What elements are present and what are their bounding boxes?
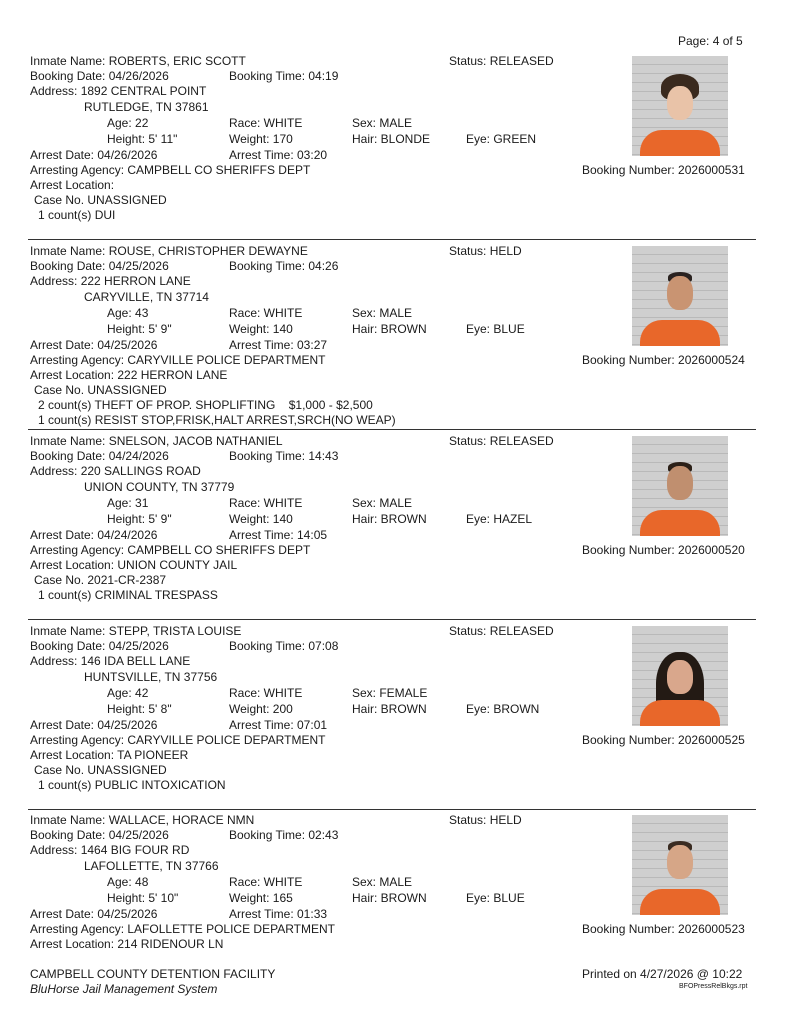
age: Age: 31 bbox=[107, 496, 149, 510]
address-line-1: Address: 222 HERRON LANE bbox=[30, 274, 191, 288]
arrest-time: Arrest Time: 01:33 bbox=[229, 907, 328, 921]
height: Height: 5' 10" bbox=[107, 891, 179, 905]
facility-name: CAMPBELL COUNTY DETENTION FACILITY bbox=[30, 967, 276, 981]
arrest-location: Arrest Location: 214 RIDENOUR LN bbox=[30, 937, 224, 951]
race: Race: WHITE bbox=[229, 686, 303, 700]
address-line-2: CARYVILLE, TN 37714 bbox=[84, 290, 209, 304]
booking-number: Booking Number: 2026000523 bbox=[582, 922, 745, 936]
charge-line: 1 count(s) RESIST STOP,FRISK,HALT ARREST,SRCH(NO WEAP) bbox=[38, 413, 396, 427]
booking-number: Booking Number: 2026000525 bbox=[582, 733, 745, 747]
arrest-location: Arrest Location: bbox=[30, 178, 115, 192]
arrest-location: Arrest Location: UNION COUNTY JAIL bbox=[30, 558, 238, 572]
mugshot-photo bbox=[632, 626, 728, 726]
sex: Sex: MALE bbox=[352, 306, 413, 320]
booking-date: Booking Date: 04/26/2026 bbox=[30, 69, 169, 83]
address-line-1: Address: 1892 CENTRAL POINT bbox=[30, 84, 207, 98]
case-number: Case No. UNASSIGNED bbox=[34, 193, 167, 207]
hair-color: Hair: BLONDE bbox=[352, 132, 431, 146]
case-number: Case No. UNASSIGNED bbox=[34, 763, 167, 777]
age: Age: 43 bbox=[107, 306, 149, 320]
arrest-location: Arrest Location: TA PIONEER bbox=[30, 748, 189, 762]
sex: Sex: MALE bbox=[352, 116, 413, 130]
arrest-time: Arrest Time: 03:27 bbox=[229, 338, 328, 352]
weight: Weight: 140 bbox=[229, 512, 293, 526]
status: Status: HELD bbox=[449, 813, 522, 827]
weight: Weight: 200 bbox=[229, 702, 293, 716]
status: Status: RELEASED bbox=[449, 434, 554, 448]
eye-color: Eye: BROWN bbox=[466, 702, 540, 716]
charge-line: 1 count(s) DUI bbox=[38, 208, 116, 222]
mugshot-photo bbox=[632, 436, 728, 536]
weight: Weight: 170 bbox=[229, 132, 293, 146]
record-separator bbox=[28, 239, 756, 240]
arrest-date: Arrest Date: 04/24/2026 bbox=[30, 528, 158, 542]
jumpsuit-icon bbox=[640, 130, 720, 156]
sex: Sex: MALE bbox=[352, 875, 413, 889]
address-line-2: HUNTSVILLE, TN 37756 bbox=[84, 670, 218, 684]
weight: Weight: 140 bbox=[229, 322, 293, 336]
inmate-name: Inmate Name: STEPP, TRISTA LOUISE bbox=[30, 624, 242, 638]
arresting-agency: Arresting Agency: CARYVILLE POLICE DEPARTMENT bbox=[30, 353, 326, 367]
eye-color: Eye: BLUE bbox=[466, 891, 525, 905]
page-number: Page: 4 of 5 bbox=[678, 34, 743, 48]
race: Race: WHITE bbox=[229, 875, 303, 889]
race: Race: WHITE bbox=[229, 496, 303, 510]
sex: Sex: FEMALE bbox=[352, 686, 428, 700]
address-line-2: UNION COUNTY, TN 37779 bbox=[84, 480, 235, 494]
charge-line: 1 count(s) PUBLIC INTOXICATION bbox=[38, 778, 226, 792]
charge-line: 1 count(s) CRIMINAL TRESPASS bbox=[38, 588, 218, 602]
booking-date: Booking Date: 04/25/2026 bbox=[30, 828, 169, 842]
arrest-date: Arrest Date: 04/26/2026 bbox=[30, 148, 158, 162]
weight: Weight: 165 bbox=[229, 891, 293, 905]
arrest-date: Arrest Date: 04/25/2026 bbox=[30, 718, 158, 732]
case-number: Case No. 2021-CR-2387 bbox=[34, 573, 167, 587]
system-name: BluHorse Jail Management System bbox=[30, 982, 218, 996]
booking-date: Booking Date: 04/25/2026 bbox=[30, 259, 169, 273]
hair-color: Hair: BROWN bbox=[352, 702, 427, 716]
arrest-time: Arrest Time: 14:05 bbox=[229, 528, 328, 542]
status: Status: RELEASED bbox=[449, 624, 554, 638]
age: Age: 48 bbox=[107, 875, 149, 889]
arrest-location: Arrest Location: 222 HERRON LANE bbox=[30, 368, 228, 382]
jumpsuit-icon bbox=[640, 320, 720, 346]
mugshot-photo bbox=[632, 56, 728, 156]
sex: Sex: MALE bbox=[352, 496, 413, 510]
arresting-agency: Arresting Agency: LAFOLLETTE POLICE DEPARTMENT bbox=[30, 922, 335, 936]
booking-number: Booking Number: 2026000524 bbox=[582, 353, 745, 367]
booking-number: Booking Number: 2026000531 bbox=[582, 163, 745, 177]
booking-time: Booking Time: 04:19 bbox=[229, 69, 339, 83]
address-line-2: RUTLEDGE, TN 37861 bbox=[84, 100, 209, 114]
age: Age: 42 bbox=[107, 686, 149, 700]
booking-date: Booking Date: 04/24/2026 bbox=[30, 449, 169, 463]
arresting-agency: Arresting Agency: CAMPBELL CO SHERIFFS DEPT bbox=[30, 163, 311, 177]
eye-color: Eye: HAZEL bbox=[466, 512, 533, 526]
jumpsuit-icon bbox=[640, 700, 720, 726]
race: Race: WHITE bbox=[229, 116, 303, 130]
face-icon bbox=[667, 86, 693, 120]
inmate-name: Inmate Name: ROBERTS, ERIC SCOTT bbox=[30, 54, 246, 68]
face-icon bbox=[667, 660, 693, 694]
height: Height: 5' 9" bbox=[107, 322, 172, 336]
face-icon bbox=[667, 276, 693, 310]
status: Status: HELD bbox=[449, 244, 522, 258]
address-line-1: Address: 146 IDA BELL LANE bbox=[30, 654, 191, 668]
face-icon bbox=[667, 845, 693, 879]
height: Height: 5' 9" bbox=[107, 512, 172, 526]
record-separator bbox=[28, 429, 756, 430]
booking-number: Booking Number: 2026000520 bbox=[582, 543, 745, 557]
address-line-2: LAFOLLETTE, TN 37766 bbox=[84, 859, 219, 873]
race: Race: WHITE bbox=[229, 306, 303, 320]
hair-color: Hair: BROWN bbox=[352, 322, 427, 336]
address-line-1: Address: 220 SALLINGS ROAD bbox=[30, 464, 201, 478]
booking-time: Booking Time: 07:08 bbox=[229, 639, 339, 653]
printed-timestamp: Printed on 4/27/2026 @ 10:22 bbox=[582, 967, 743, 981]
arrest-time: Arrest Time: 07:01 bbox=[229, 718, 328, 732]
arrest-time: Arrest Time: 03:20 bbox=[229, 148, 328, 162]
eye-color: Eye: GREEN bbox=[466, 132, 537, 146]
arresting-agency: Arresting Agency: CAMPBELL CO SHERIFFS DEPT bbox=[30, 543, 311, 557]
case-number: Case No. UNASSIGNED bbox=[34, 383, 167, 397]
height: Height: 5' 11" bbox=[107, 132, 178, 146]
jumpsuit-icon bbox=[640, 889, 720, 915]
jumpsuit-icon bbox=[640, 510, 720, 536]
inmate-name: Inmate Name: ROUSE, CHRISTOPHER DEWAYNE bbox=[30, 244, 308, 258]
booking-date: Booking Date: 04/25/2026 bbox=[30, 639, 169, 653]
booking-time: Booking Time: 04:26 bbox=[229, 259, 339, 273]
inmate-name: Inmate Name: SNELSON, JACOB NATHANIEL bbox=[30, 434, 283, 448]
mugshot-photo bbox=[632, 815, 728, 915]
arrest-date: Arrest Date: 04/25/2026 bbox=[30, 907, 158, 921]
arresting-agency: Arresting Agency: CARYVILLE POLICE DEPARTMENT bbox=[30, 733, 326, 747]
mugshot-photo bbox=[632, 246, 728, 346]
booking-time: Booking Time: 02:43 bbox=[229, 828, 339, 842]
eye-color: Eye: BLUE bbox=[466, 322, 525, 336]
record-separator bbox=[28, 809, 756, 810]
age: Age: 22 bbox=[107, 116, 149, 130]
arrest-date: Arrest Date: 04/25/2026 bbox=[30, 338, 158, 352]
record-separator bbox=[28, 619, 756, 620]
charge-line: 2 count(s) THEFT OF PROP. SHOPLIFTING $1,000 - $2,500 bbox=[38, 398, 373, 412]
hair-color: Hair: BROWN bbox=[352, 512, 427, 526]
address-line-1: Address: 1464 BIG FOUR RD bbox=[30, 843, 190, 857]
height: Height: 5' 8" bbox=[107, 702, 172, 716]
report-filename: BFOPressRelBkgs.rpt bbox=[679, 983, 748, 990]
hair-color: Hair: BROWN bbox=[352, 891, 427, 905]
inmate-name: Inmate Name: WALLACE, HORACE NMN bbox=[30, 813, 255, 827]
booking-time: Booking Time: 14:43 bbox=[229, 449, 339, 463]
status: Status: RELEASED bbox=[449, 54, 554, 68]
face-icon bbox=[667, 466, 693, 500]
